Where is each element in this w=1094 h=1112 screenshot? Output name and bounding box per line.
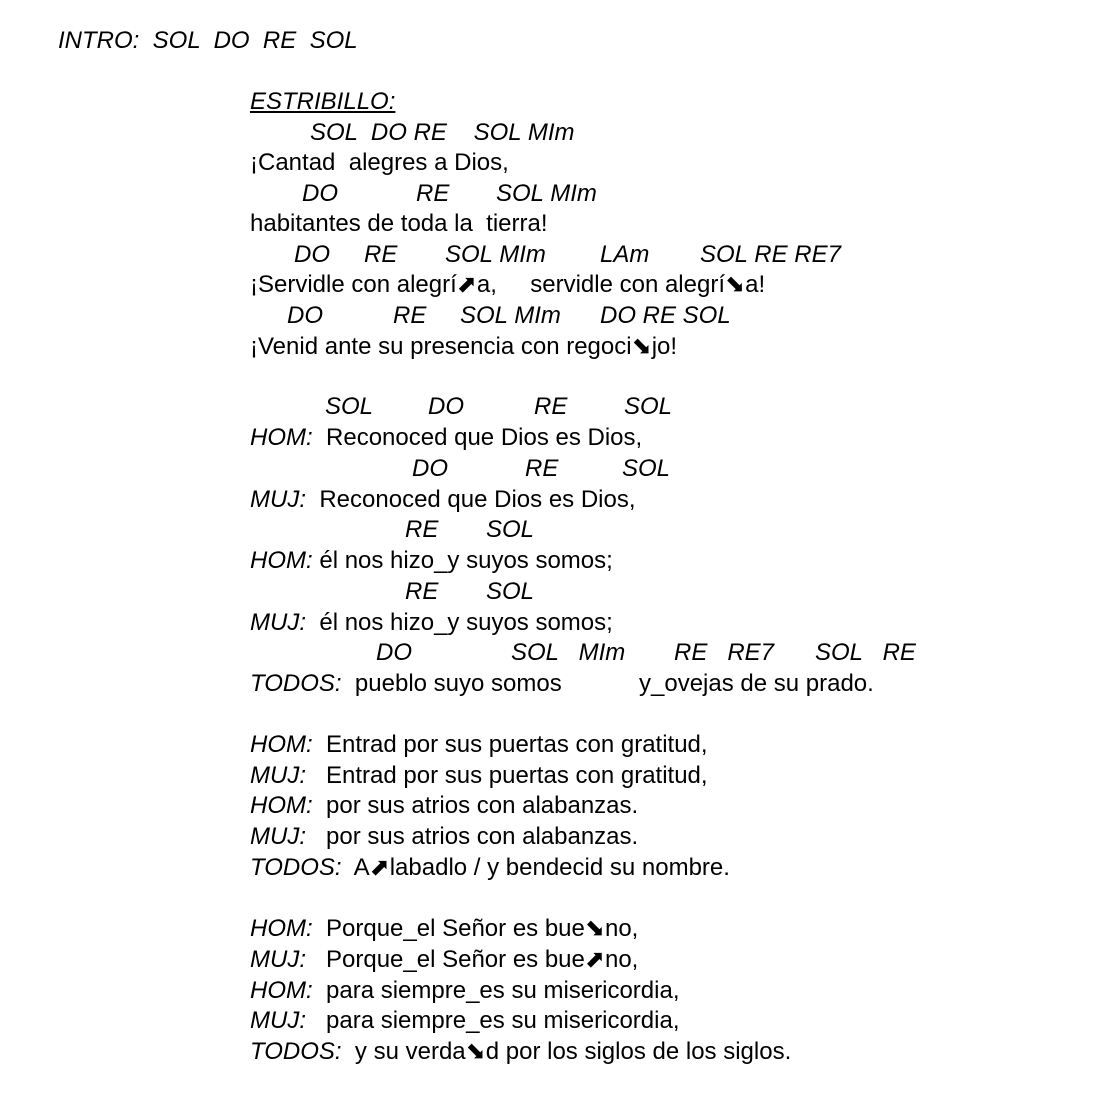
arrow-down-icon: ⬊ [584, 915, 605, 942]
lyric-text: por sus atrios con alabanzas. [326, 792, 639, 819]
lyric-line [250, 488, 636, 512]
speaker-label: HOM: [250, 731, 313, 758]
arrow-up-icon: ⬈ [584, 946, 605, 973]
chord: SOL MIm [496, 180, 597, 207]
lyric-text: él nos hizo_y suyos somos; [319, 547, 613, 574]
lyric-line: habitantes de toda la tierra! [250, 210, 548, 237]
lyric-line [250, 979, 680, 1003]
speaker-label: MUJ: [250, 946, 306, 973]
arrow-up-icon: ⬈ [456, 271, 477, 298]
chord: RE [393, 302, 427, 329]
lyric-text: a! [745, 271, 766, 298]
lyric-line [250, 1009, 680, 1033]
lyric-text: para siempre_es su misericordia, [326, 1007, 680, 1034]
chord: SOL [624, 393, 673, 420]
lyric-text: Porque_el Señor es bue [326, 915, 585, 942]
lyric-text: A [353, 854, 370, 881]
chord: DO [287, 302, 323, 329]
lyric-line [250, 917, 638, 941]
chord: SOL MIm [460, 302, 561, 329]
chord: RE [364, 241, 398, 268]
lyric-text: ¡Servidle con alegrí [250, 271, 457, 298]
lyric-line [250, 273, 765, 297]
chord: SOL [622, 455, 671, 482]
lyric-text: Reconoced que Dios es Dios, [319, 486, 636, 513]
chord: RE [534, 393, 568, 420]
arrow-down-icon: ⬊ [465, 1038, 486, 1065]
speaker-label: HOM: [250, 977, 313, 1004]
chord: RE [525, 455, 559, 482]
intro-line: INTRO: SOL DO RE SOL [58, 27, 358, 54]
arrow-down-icon: ⬊ [631, 333, 652, 360]
speaker-label: MUJ: [250, 1007, 306, 1034]
lyric-line [250, 335, 677, 359]
lyric-line [250, 825, 638, 849]
chord: DO [412, 455, 448, 482]
lyric-line [250, 549, 613, 573]
lyric-line [250, 948, 638, 972]
chord: RE RE7 [674, 639, 775, 666]
chord: DO [294, 241, 330, 268]
speaker-label: MUJ: [250, 762, 306, 789]
chord: DO [428, 393, 464, 420]
lyric-line [250, 672, 562, 696]
lyric-text: a, servidle con alegrí [476, 271, 725, 298]
lyric-text: para siempre_es su misericordia, [326, 977, 680, 1004]
lyric-text: d por los siglos de los siglos. [485, 1038, 792, 1065]
chord: SOL MIm [511, 639, 626, 666]
speaker-label: TODOS: [250, 1038, 342, 1065]
chord-line: SOL DO RE SOL MIm [310, 119, 575, 146]
chord: DO RE SOL [600, 302, 731, 329]
chord: SOL RE RE7 [700, 241, 841, 268]
lyric-text: y su verda [354, 1038, 466, 1065]
arrow-up-icon: ⬈ [369, 854, 390, 881]
chord: SOL [325, 393, 374, 420]
chord: SOL MIm [445, 241, 546, 268]
lyric-text: labadlo / y bendecid su nombre. [389, 854, 730, 881]
lyric-text: Porque_el Señor es bue [326, 946, 585, 973]
lyric-text: por sus atrios con alabanzas. [326, 823, 639, 850]
speaker-label: HOM: [250, 792, 313, 819]
lyric-text: jo! [651, 333, 678, 360]
chord: DO [302, 180, 338, 207]
lyric-line [250, 611, 613, 635]
chord: LAm [600, 241, 650, 268]
chord: SOL [486, 516, 535, 543]
lyric-line [250, 856, 730, 880]
lyric-line [250, 426, 642, 450]
speaker-label: TODOS: [250, 670, 342, 697]
speaker-label: MUJ: [250, 486, 306, 513]
speaker-label: MUJ: [250, 609, 306, 636]
lyric-line [250, 794, 638, 818]
arrow-down-icon: ⬊ [725, 271, 746, 298]
lyric-text: Reconoced que Dios es Dios, [326, 424, 643, 451]
lyric-text: Entrad por sus puertas con gratitud, [326, 762, 708, 789]
lyric-text: Entrad por sus puertas con gratitud, [326, 731, 708, 758]
lyric-text: pueblo suyo somos [354, 670, 562, 697]
chord: RE [405, 578, 439, 605]
speaker-label: HOM: [250, 547, 313, 574]
lyric-text: no, [604, 915, 639, 942]
lyric-line [250, 764, 708, 788]
lyric-text: y_ovejas de su prado. [639, 670, 874, 697]
chord: RE [416, 180, 450, 207]
lyric-text: ¡Venid ante su presencia con regoci [250, 333, 632, 360]
lyric-line: ¡Cantad alegres a Dios, [250, 149, 509, 176]
speaker-label: HOM: [250, 915, 313, 942]
speaker-label: HOM: [250, 424, 313, 451]
lyric-line [250, 1040, 791, 1064]
speaker-label: MUJ: [250, 823, 306, 850]
speaker-label: TODOS: [250, 854, 342, 881]
lyric-line [250, 733, 708, 757]
lyric-text: no, [604, 946, 639, 973]
estribillo-heading: ESTRIBILLO: [250, 88, 396, 115]
lyric-text: él nos hizo_y suyos somos; [319, 609, 613, 636]
chord: RE [405, 516, 439, 543]
chord: DO [376, 639, 412, 666]
chord: SOL RE [815, 639, 916, 666]
chord: SOL [486, 578, 535, 605]
